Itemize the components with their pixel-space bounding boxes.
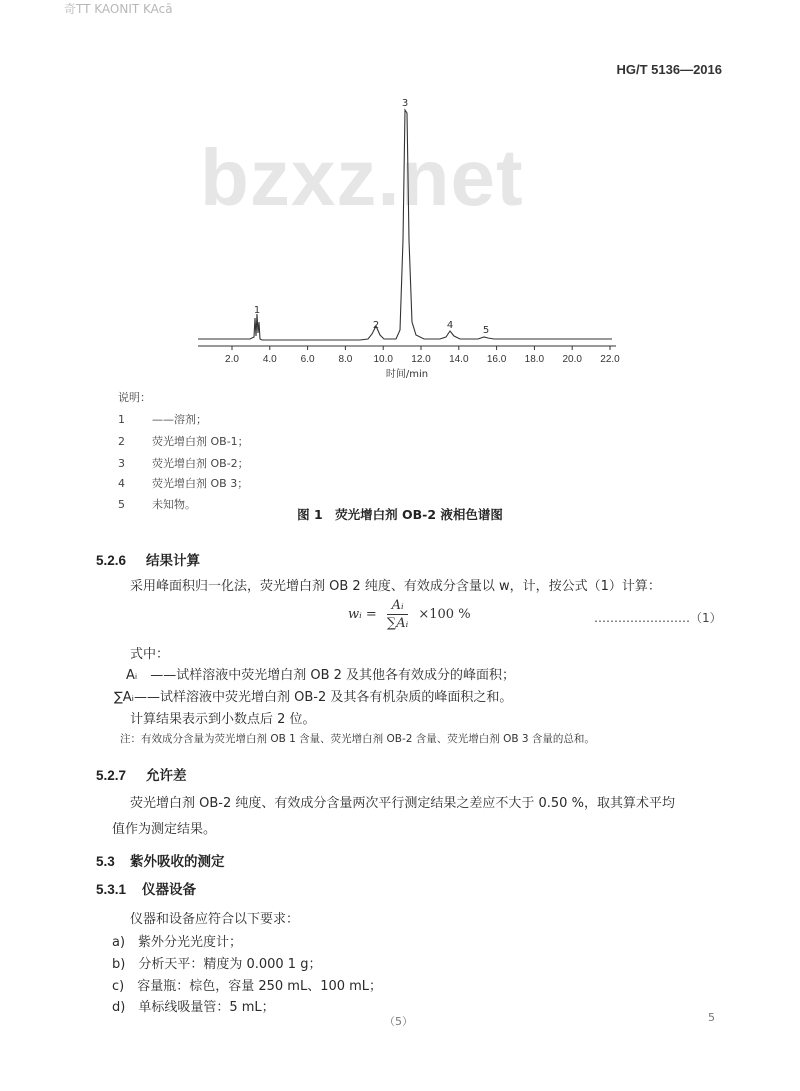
peak-label-5: 5 <box>482 325 490 336</box>
peak-label-1: 1 <box>253 305 261 316</box>
legend-num: 4 <box>118 477 125 490</box>
legend-num: 1 <box>118 413 125 426</box>
figure-caption: 图 1 荧光增白剂 OB-2 液相色谱图 <box>297 507 503 522</box>
legend-text: 未知物。 <box>152 498 196 511</box>
definition: Aᵢ ——试样溶液中荧光增白剂 OB 2 及其他各有效成分的峰面积； <box>126 668 516 683</box>
legend-text: 荧光增白剂 OB-1； <box>152 435 249 448</box>
paragraph: 采用峰面积归一化法，荧光增白剂 OB 2 纯度、有效成分含量以 w，计，按公式（1）计算： <box>130 579 661 594</box>
x-tick-label: 8.0 <box>338 354 353 365</box>
x-tick-label: 20.0 <box>562 354 582 365</box>
x-tick-label: 16.0 <box>486 354 507 365</box>
section-heading-5-3 <box>96 850 225 870</box>
legend-text: 荧光增白剂 OB 3； <box>152 477 249 490</box>
paragraph: 荧光增白剂 OB-2 纯度、有效成分含量两次平行测定结果之差应不大于 0.50 %，取其算术平均 <box>130 796 675 811</box>
equation-number: ……………………（1） <box>594 611 722 625</box>
formula: wᵢ = $\frac{\text{Aᵢ}}{\text{∑Aᵢ}}$ ×100 % <box>348 598 471 631</box>
legend-item <box>118 411 207 427</box>
formula-fraction <box>387 598 408 631</box>
peak-label-4: 4 <box>446 320 454 331</box>
section-heading-5-2-7 <box>96 764 187 784</box>
list-item: d) 单标线吸量管：5 mL； <box>112 1000 275 1015</box>
list-item: c) 容量瓶：棕色，容量 250 mL、100 mL； <box>112 979 383 994</box>
section-heading-5-3-1 <box>96 878 196 898</box>
section-title: 紫外吸收的测定 <box>130 854 225 870</box>
x-tick-label: 22.0 <box>600 354 620 365</box>
section-title: 仪器设备 <box>142 882 196 898</box>
formula-numerator: Aᵢ <box>387 598 408 615</box>
section-number: 5.3 <box>96 854 115 869</box>
header-left-text: 奇TT KAONIT KAcā <box>64 2 173 16</box>
legend-num: 5 <box>118 498 125 511</box>
legend-num: 2 <box>118 435 125 448</box>
x-tick-label: 6.0 <box>300 354 315 365</box>
formula-denominator: ∑Aᵢ <box>386 616 409 631</box>
paragraph: 值作为测定结果。 <box>112 822 217 837</box>
list-item: a) 紫外分光光度计； <box>112 935 243 950</box>
section-number: 5.3.1 <box>96 882 127 897</box>
paragraph: 计算结果表示到小数点后 2 位。 <box>130 712 316 727</box>
section-number: 5.2.6 <box>96 553 127 568</box>
standard-number: HG/T 5136—2016 <box>616 62 722 77</box>
x-tick-label: 18.0 <box>524 354 545 365</box>
x-tick-label: 2.0 <box>225 354 239 365</box>
x-tick-label: 10.0 <box>373 354 393 365</box>
where-label: 式中： <box>130 647 170 662</box>
footer-center: （5） <box>384 1015 413 1028</box>
formula-lhs: wᵢ <box>348 607 362 622</box>
legend-item <box>118 455 249 471</box>
legend-text: ——溶剂； <box>152 413 207 426</box>
x-tick-label: 12.0 <box>411 354 431 365</box>
legend-num: 3 <box>118 457 125 470</box>
legend-item <box>118 433 249 449</box>
chromatogram <box>0 0 800 400</box>
note: 注：有效成分含量为荧光增白剂 OB 1 含量、荧光增白剂 OB-2 含量、荧光增白剂 OB 3 含量的总和。 <box>120 733 595 745</box>
definition: ∑Aᵢ——试样溶液中荧光增白剂 OB-2 及其各有机杂质的峰面积之和。 <box>114 690 513 705</box>
legend-text: 荧光增白剂 OB-2； <box>152 457 249 470</box>
legend-title: 说明： <box>118 391 151 404</box>
formula-tail: ×100 % <box>418 607 471 622</box>
page-number: 5 <box>708 1011 715 1024</box>
section-heading-5-2-6 <box>96 549 200 569</box>
watermark: bzxz.net <box>200 133 524 222</box>
x-axis-title: 时间/min <box>385 369 429 380</box>
peak-label-3: 3 <box>401 98 409 109</box>
list-item: b) 分析天平：精度为 0.000 1 g； <box>112 957 322 972</box>
section-title: 结果计算 <box>146 553 200 569</box>
paragraph: 仪器和设备应符合以下要求： <box>130 912 300 927</box>
legend-item <box>118 475 248 491</box>
section-title: 允许差 <box>146 768 187 784</box>
peak-label-2: 2 <box>372 320 380 331</box>
x-tick-label: 14.0 <box>449 354 469 365</box>
section-number: 5.2.7 <box>96 768 127 783</box>
x-tick-label: 4.0 <box>262 354 277 365</box>
